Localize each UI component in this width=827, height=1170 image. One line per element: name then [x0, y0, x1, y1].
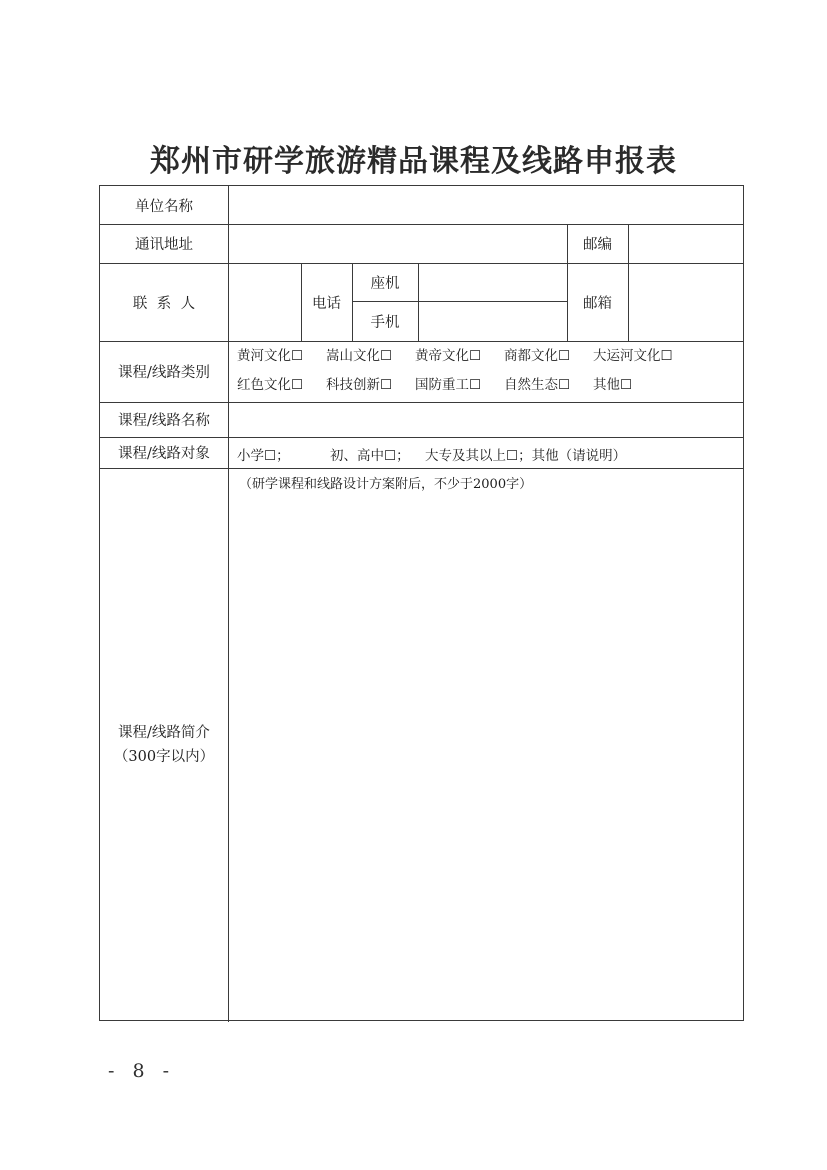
category-option[interactable]: 商都文化☐: [504, 348, 571, 364]
intro-label-line2: （300字以内）: [113, 749, 215, 765]
unit-name-label: 单位名称: [135, 198, 193, 215]
postcode-field[interactable]: [628, 224, 744, 263]
course-name-label: 课程/线路名称: [118, 413, 210, 429]
application-form-table: [99, 185, 744, 1021]
page-title: 郑州市研学旅游精品课程及线路申报表: [150, 144, 677, 179]
category-options-row2: [237, 373, 632, 393]
phone-label: 电话: [312, 295, 341, 312]
category-option[interactable]: 黄河文化☐: [237, 348, 304, 364]
page-number: - 8 -: [108, 1060, 176, 1082]
category-label: 课程/线路类别: [118, 365, 210, 381]
audience-option[interactable]: 初、高中☐；: [330, 448, 410, 464]
intro-label: [100, 468, 228, 1022]
audience-label: 课程/线路对象: [118, 446, 210, 462]
category-options-row1: [237, 344, 673, 364]
category-option[interactable]: 红色文化☐: [237, 377, 304, 393]
landline-label: 座机: [370, 275, 400, 292]
intro-label-line1: 课程/线路简介: [118, 725, 210, 741]
audience-options: [237, 444, 626, 464]
category-option[interactable]: 自然生态☐: [504, 377, 571, 393]
category-option[interactable]: 国防重工☐: [415, 377, 482, 393]
email-label: 邮箱: [583, 295, 612, 312]
intro-note: （研学课程和线路设计方案附后，不少于2000字）: [239, 477, 533, 492]
mobile-label: 手机: [370, 314, 400, 331]
category-option[interactable]: 嵩山文化☐: [326, 348, 393, 364]
address-field[interactable]: [228, 224, 567, 263]
intro-text-area[interactable]: [228, 490, 744, 1022]
landline-field[interactable]: [418, 263, 567, 301]
category-option[interactable]: 其他☐: [593, 377, 633, 393]
unit-name-field[interactable]: [228, 186, 744, 224]
postcode-label: 邮编: [583, 237, 612, 253]
audience-option[interactable]: 大专及其以上☐；其他（请说明）: [425, 448, 627, 464]
mobile-field[interactable]: [418, 301, 567, 341]
audience-option[interactable]: 小学☐；: [237, 448, 290, 464]
category-option[interactable]: 黄帝文化☐: [415, 348, 482, 364]
category-option[interactable]: 大运河文化☐: [593, 348, 673, 364]
contact-field[interactable]: [228, 263, 301, 341]
email-field[interactable]: [628, 263, 744, 341]
address-label: 通讯地址: [135, 237, 193, 253]
contact-label: 联系人: [132, 295, 205, 312]
category-option[interactable]: 科技创新☐: [326, 377, 393, 393]
course-name-field[interactable]: [228, 402, 744, 437]
